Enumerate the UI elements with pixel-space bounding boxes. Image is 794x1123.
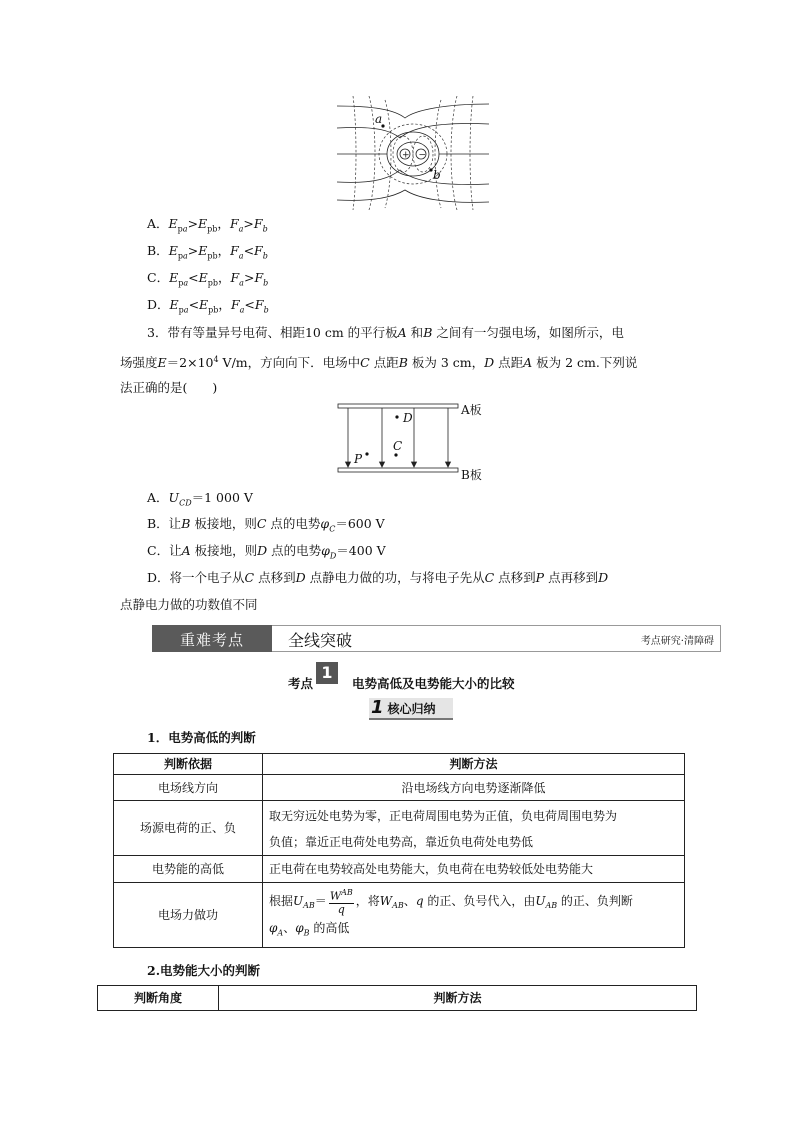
table1-r1-basis: 电场线方向 bbox=[114, 775, 263, 801]
q3-option-d-line2: 点静电力做的功数值不同 bbox=[120, 597, 258, 612]
q3-option-d[interactable]: D．将一个电子从C 点移到D 点静电力做的功，与将电子先从C 点移到P 点再移到D bbox=[147, 570, 609, 585]
point-b-label: b bbox=[433, 168, 441, 182]
table2-header-angle: 判断角度 bbox=[98, 986, 219, 1011]
banner-dark-tab: 重难考点 bbox=[152, 625, 272, 652]
kd-number-badge: 1 bbox=[316, 662, 338, 684]
kd-prefix: 考点 bbox=[288, 676, 314, 691]
table1-r1-method: 沿电场线方向电势逐渐降低 bbox=[263, 775, 685, 801]
section1-title: 1．电势高低的判断 bbox=[147, 730, 256, 745]
section-banner bbox=[152, 625, 720, 652]
core-summary-tag: 1 核心归纳 bbox=[369, 698, 453, 720]
table1-header-basis: 判断依据 bbox=[114, 754, 263, 775]
table2-header-method: 判断方法 bbox=[219, 986, 697, 1011]
point-d-label: D bbox=[403, 411, 413, 425]
banner-subtitle: 考点研究·清障碍 bbox=[640, 636, 714, 647]
table1-header-method: 判断方法 bbox=[263, 754, 685, 775]
potential-judgement-table bbox=[113, 753, 685, 948]
table1-r3-method: 正电荷在电势较高处电势能大，负电荷在电势较低处电势能大 bbox=[263, 856, 685, 883]
kd-title: 电势高低及电势能大小的比较 bbox=[352, 676, 515, 691]
q3-option-a[interactable]: A．$U_{CD}=1$ 000 V bbox=[147, 490, 253, 508]
table1-r2-basis: 场源电荷的正、负 bbox=[114, 801, 263, 856]
plate-a-label: A板 bbox=[461, 403, 482, 417]
q3-option-c[interactable]: C．让A 板接地，则D 点的电势$\varphi_D=400$ V bbox=[147, 543, 386, 561]
section2-title: 2.电势能大小的判断 bbox=[147, 963, 261, 978]
q3-stem-line1: 3．带有等量异号电荷、相距10 cm 的平行板A 和B 之间有一匀强电场，如图所示，电 bbox=[147, 325, 624, 340]
q3-option-b[interactable]: B．让B 板接地，则C 点的电势$\varphi_C=600$ V bbox=[147, 516, 385, 534]
q2-option-d[interactable]: D．$E_{pa}<E_{pb}$，$F_a<F_b$ bbox=[147, 297, 269, 315]
table1-r3-basis: 电势能的高低 bbox=[114, 856, 263, 883]
q3-stem-line3: 法正确的是( ) bbox=[120, 380, 218, 395]
plate-b-label: B板 bbox=[461, 468, 482, 482]
point-p-label: P bbox=[354, 452, 363, 466]
table1-r4-method: 根据$U_{AB}=$ $\frac{W^{AB}}{q}$ ，将$W_{AB}$、q 的正、负号代入，由$U_{AB}$ 的正、负判断 $\varphi_A$、$\varphi_B$ 的高低 bbox=[263, 883, 685, 948]
svg-text:−: − bbox=[418, 150, 427, 161]
potential-energy-judgement-table bbox=[97, 985, 697, 1011]
q2-option-a[interactable]: A．$E_{pa}>E_{pb}$，$F_a>F_b$ bbox=[147, 216, 268, 234]
point-c-label: C bbox=[393, 439, 403, 453]
dipole-field-figure bbox=[335, 96, 491, 210]
q3-stem-line2: 场强度$E=2\times 10^4$ V/m，方向向下．电场中C 点距B 板为 3 cm，D 点距A 板为 2 cm.下列说 bbox=[120, 355, 638, 371]
q2-option-b[interactable]: B．$E_{pa}>E_{pb}$，$F_a<F_b$ bbox=[147, 243, 268, 261]
table1-r4-basis: 电场力做功 bbox=[114, 883, 263, 948]
q2-option-c[interactable]: C．$E_{pa}<E_{pb}$，$F_a>F_b$ bbox=[147, 270, 269, 288]
table1-r2-method: 取无穷远处电势为零，正电荷周围电势为正值，负电荷周围电势为 负值；靠近正电荷处电势高，靠近负电荷处电势低 bbox=[263, 801, 685, 856]
svg-text:+: + bbox=[402, 150, 410, 161]
banner-title: 全线突破 bbox=[288, 631, 353, 650]
point-a-label: a bbox=[375, 112, 383, 126]
